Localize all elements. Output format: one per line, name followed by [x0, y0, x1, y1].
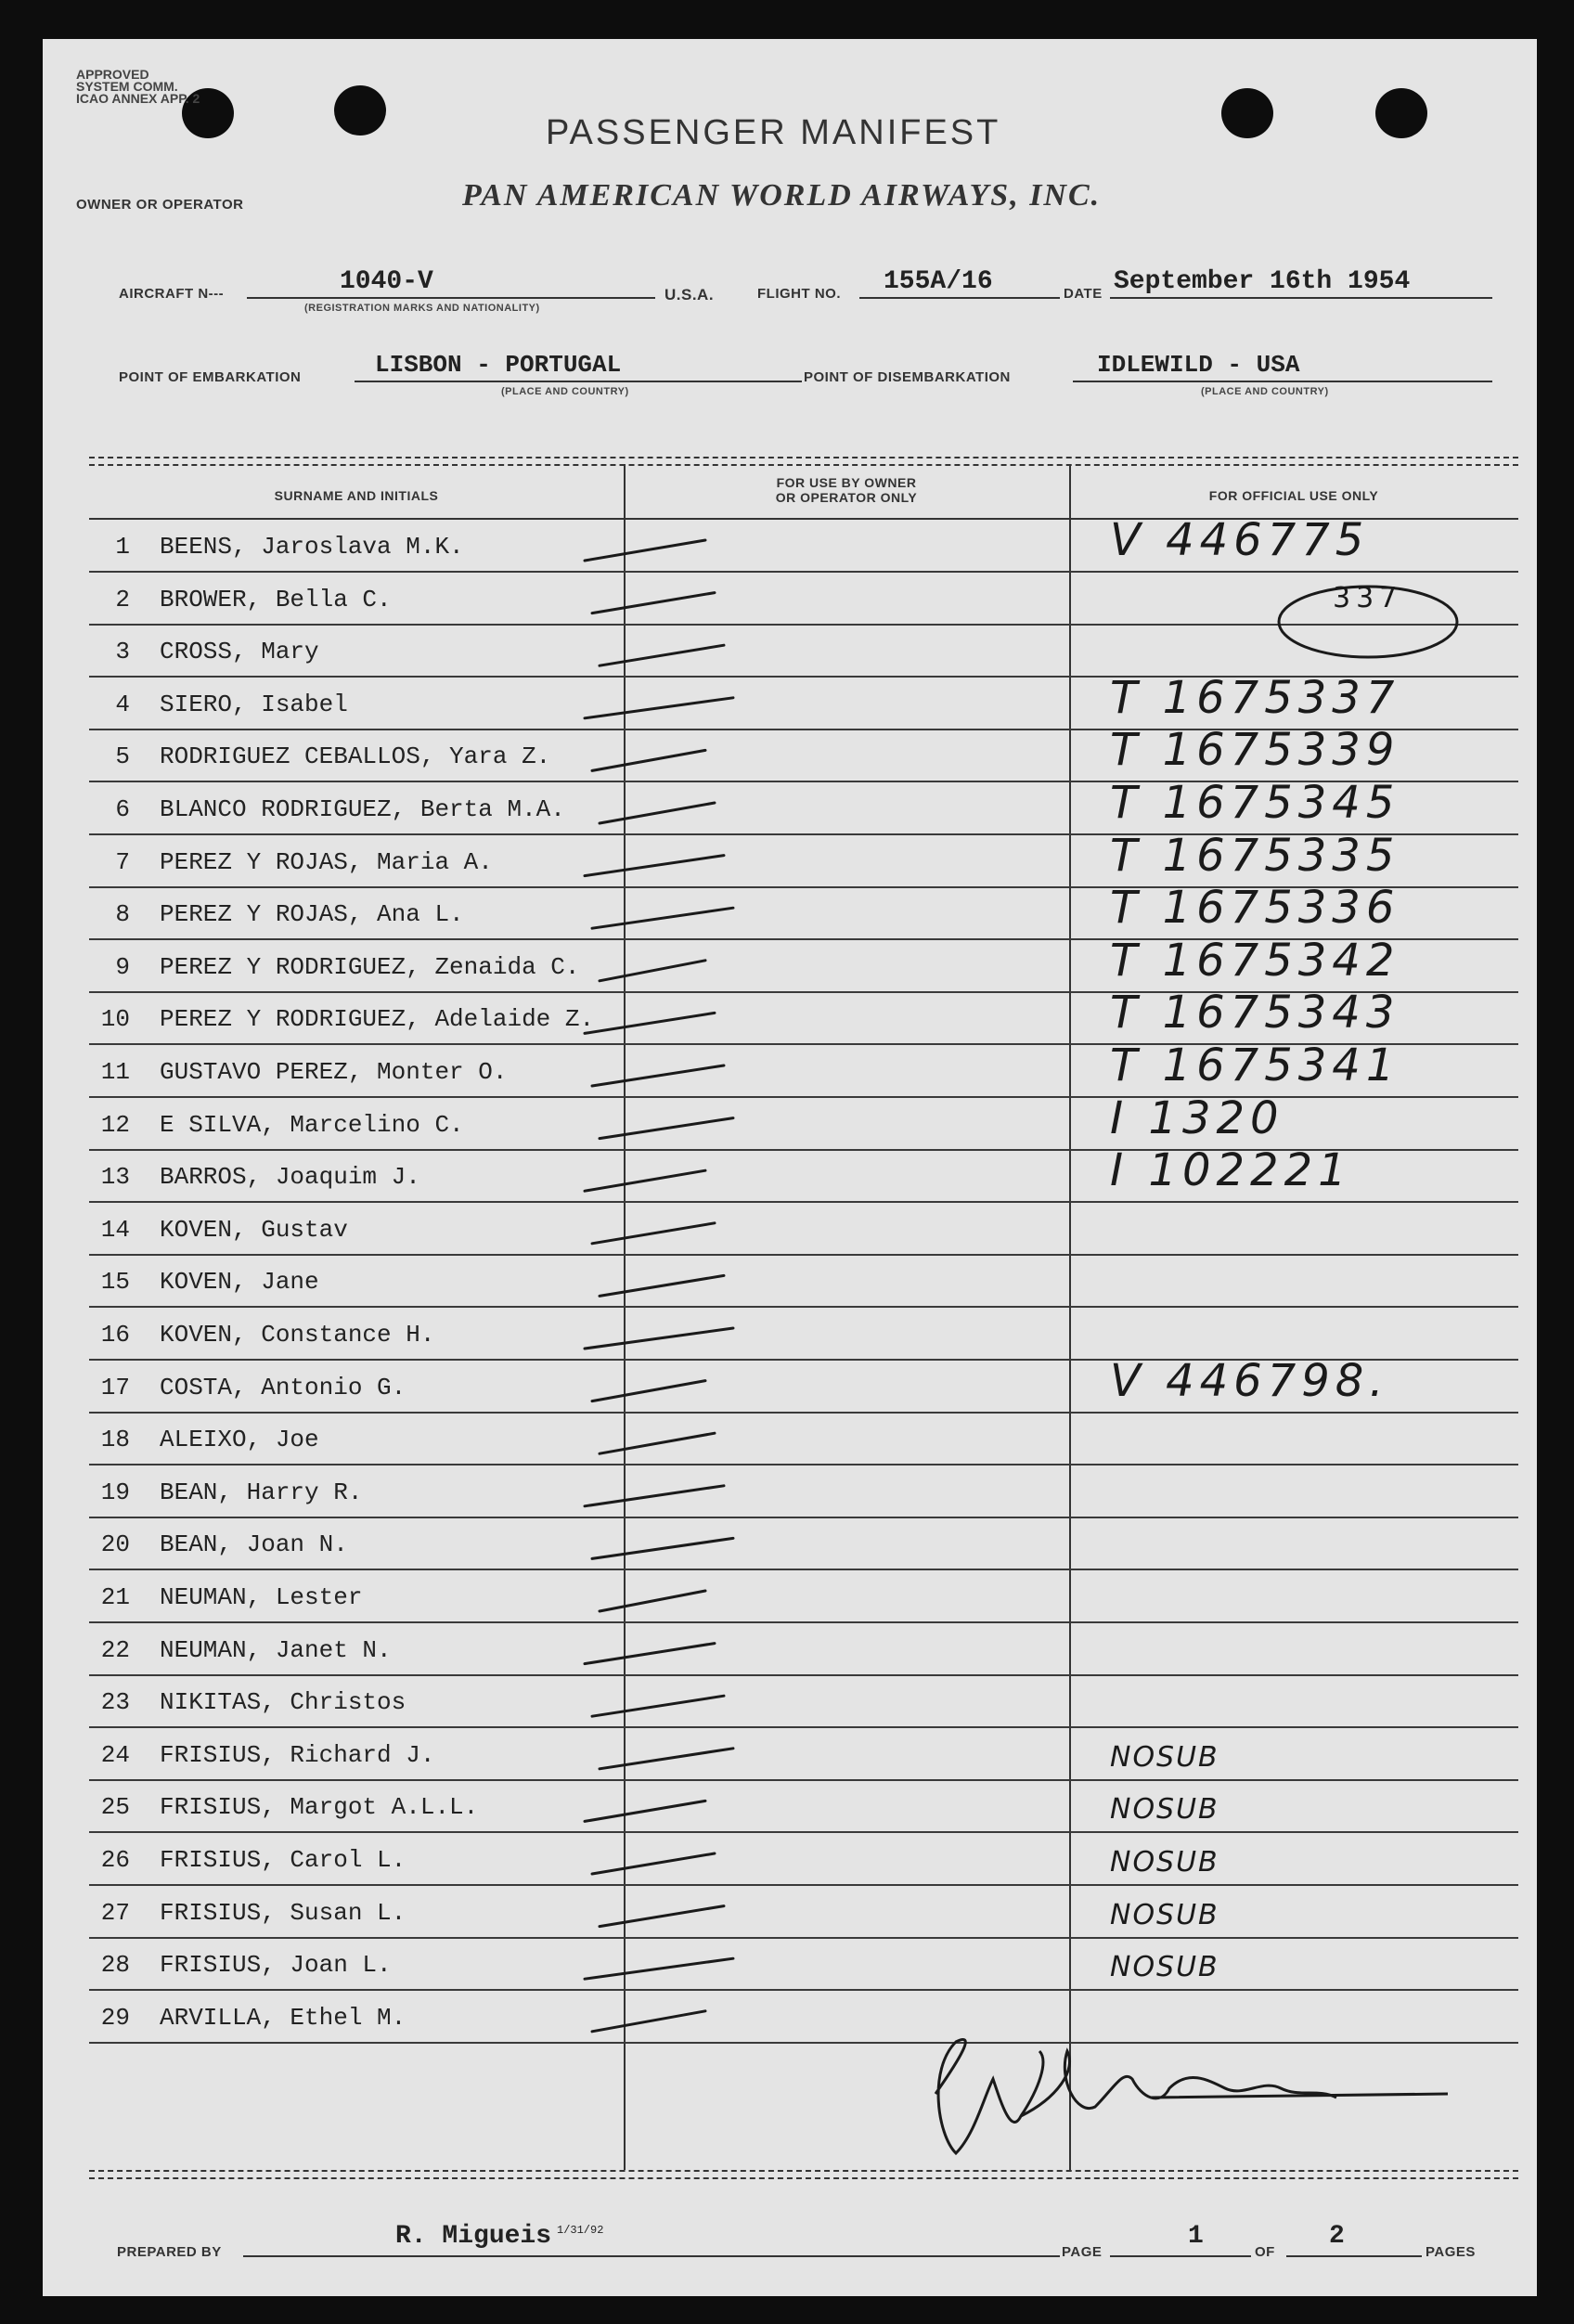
row-number: 10 [100, 1005, 130, 1034]
disembark-note: (PLACE AND COUNTRY) [1201, 386, 1329, 397]
check-stroke [600, 645, 724, 665]
official-entry: T 1675342 [1110, 934, 1400, 987]
row-number: 1 [115, 533, 130, 561]
row-number: 8 [115, 900, 130, 929]
passenger-name: FRISIUS, Susan L. [160, 1898, 406, 1927]
check-stroke [592, 750, 705, 770]
check-stroke [585, 1328, 733, 1349]
page-underline [1110, 2255, 1251, 2257]
row-number: 2 [115, 585, 130, 613]
passenger-name: FRISIUS, Richard J. [160, 1740, 435, 1769]
page-label: PAGE [1062, 2244, 1103, 2260]
official-entry: NOSUB [1110, 1846, 1219, 1879]
official-entry: T 1675343 [1110, 987, 1400, 1039]
prepared-underline [243, 2255, 1060, 2257]
check-stroke [592, 1853, 715, 1874]
row-number: 3 [115, 638, 130, 666]
check-stroke [600, 1118, 733, 1139]
passenger-name: BROWER, Bella C. [160, 585, 392, 613]
passenger-name: ARVILLA, Ethel M. [160, 2003, 406, 2032]
passenger-name: FRISIUS, Margot A.L.L. [160, 1793, 479, 1822]
check-stroke [592, 1065, 724, 1086]
date-value: September 16th 1954 [1114, 267, 1411, 296]
passenger-name: BEENS, Jaroslava M.K. [160, 533, 464, 561]
official-entry: V 446775 [1110, 514, 1370, 566]
of-label: OF [1255, 2244, 1275, 2260]
passenger-name: SIERO, Isabel [160, 690, 348, 718]
aircraft-value: 1040-V [340, 267, 433, 296]
disembark-value: IDLEWILD - USA [1097, 351, 1300, 379]
flight-value: 155A/16 [884, 267, 993, 296]
passenger-name: FRISIUS, Joan L. [160, 1951, 392, 1980]
passenger-name: NIKITAS, Christos [160, 1688, 406, 1717]
passenger-name: BLANCO RODRIGUEZ, Berta M.A. [160, 795, 565, 823]
check-stroke [600, 1433, 715, 1453]
aircraft-label: AIRCRAFT N--- [119, 286, 225, 302]
check-stroke [592, 593, 715, 613]
check-stroke [592, 908, 733, 928]
row-number: 24 [100, 1740, 130, 1769]
row-number: 17 [100, 1373, 130, 1401]
registration-note: (REGISTRATION MARKS AND NATIONALITY) [304, 303, 540, 314]
circled-number [1279, 587, 1457, 657]
check-stroke [585, 698, 733, 718]
check-stroke [592, 1223, 715, 1244]
official-entry: NOSUB [1110, 1740, 1219, 1774]
prepared-label: PREPARED BY [117, 2244, 222, 2260]
check-stroke [600, 961, 705, 981]
passenger-name: PEREZ Y RODRIGUEZ, Adelaide Z. [160, 1005, 595, 1034]
check-stroke [585, 540, 705, 561]
of-value: 2 [1329, 2222, 1345, 2251]
official-entry: T 1675339 [1110, 724, 1400, 777]
row-number: 25 [100, 1793, 130, 1822]
column-header-owner-use-line2: OR OPERATOR ONLY [775, 490, 918, 505]
check-stroke [592, 1538, 733, 1558]
passenger-name: COSTA, Antonio G. [160, 1373, 406, 1401]
row-number: 22 [100, 1635, 130, 1664]
row-number: 5 [115, 742, 130, 771]
signature [935, 2039, 1448, 2153]
passenger-name: NEUMAN, Lester [160, 1583, 363, 1611]
row-number: 9 [115, 952, 130, 981]
date-label: DATE [1064, 286, 1103, 302]
check-stroke [585, 1801, 705, 1821]
marginal-note: 1/31/92 [557, 2224, 604, 2237]
row-number: 6 [115, 795, 130, 823]
official-entry: I 1320 [1110, 1091, 1284, 1144]
official-entry: NOSUB [1110, 1898, 1219, 1931]
disembark-label: POINT OF DISEMBARKATION [804, 369, 1011, 385]
form-title: PASSENGER MANIFEST [546, 113, 1001, 152]
passenger-name: FRISIUS, Carol L. [160, 1846, 406, 1874]
prepared-value: R. Migueis [395, 2222, 552, 2251]
passenger-name: ALEIXO, Joe [160, 1426, 319, 1454]
row-number: 4 [115, 690, 130, 718]
check-stroke [600, 1906, 724, 1927]
check-stroke [600, 1591, 705, 1611]
embark-label: POINT OF EMBARKATION [119, 369, 302, 385]
official-entry: 337 [1333, 581, 1403, 614]
column-header-official-use: FOR OFFICIAL USE ONLY [1208, 488, 1379, 503]
of-underline [1286, 2255, 1422, 2257]
check-stroke [592, 1381, 705, 1401]
check-stroke [600, 803, 715, 823]
column-header-owner-use-line1: FOR USE BY OWNER [776, 475, 917, 490]
row-number: 12 [100, 1110, 130, 1139]
owner-label: OWNER OR OPERATOR [76, 197, 244, 213]
row-number: 29 [100, 2003, 130, 2032]
column-header-surname: SURNAME AND INITIALS [274, 488, 439, 503]
approval-line: SYSTEM COMM. [76, 79, 178, 94]
page-value: 1 [1188, 2222, 1204, 2251]
official-entry: V 446798. [1110, 1354, 1389, 1407]
row-number: 11 [100, 1058, 130, 1086]
official-entry: T 1675337 [1110, 671, 1400, 724]
row-number: 20 [100, 1530, 130, 1559]
passenger-name: PEREZ Y RODRIGUEZ, Zenaida C. [160, 952, 580, 981]
check-stroke [585, 1486, 724, 1506]
row-number: 27 [100, 1898, 130, 1927]
row-number: 14 [100, 1215, 130, 1244]
passenger-name: PEREZ Y ROJAS, Maria A. [160, 847, 493, 876]
check-stroke [585, 1170, 705, 1191]
passenger-name: KOVEN, Constance H. [160, 1321, 435, 1349]
official-entry: T 1675335 [1110, 829, 1400, 882]
approval-line: ICAO ANNEX APP. 2 [76, 91, 200, 106]
passenger-name: KOVEN, Gustav [160, 1215, 348, 1244]
official-entry: NOSUB [1110, 1793, 1219, 1827]
row-number: 13 [100, 1163, 130, 1192]
check-stroke [600, 1749, 733, 1769]
embark-value: LISBON - PORTUGAL [375, 351, 622, 379]
official-entry: T 1675345 [1110, 777, 1400, 829]
passenger-name: CROSS, Mary [160, 638, 319, 666]
row-number: 16 [100, 1321, 130, 1349]
passenger-name: PEREZ Y ROJAS, Ana L. [160, 900, 464, 929]
passenger-name: E SILVA, Marcelino C. [160, 1110, 464, 1139]
check-stroke [592, 1696, 724, 1716]
passenger-name: KOVEN, Jane [160, 1268, 319, 1297]
row-number: 21 [100, 1583, 130, 1611]
check-stroke [585, 1644, 715, 1664]
pages-label: PAGES [1426, 2244, 1476, 2260]
check-stroke [585, 1013, 715, 1033]
row-number: 7 [115, 847, 130, 876]
passenger-name: NEUMAN, Janet N. [160, 1635, 392, 1664]
official-entry: I 102221 [1110, 1144, 1352, 1197]
check-stroke [600, 1275, 724, 1296]
row-number: 15 [100, 1268, 130, 1297]
approval-line: APPROVED [76, 67, 149, 82]
official-entry: T 1675336 [1110, 882, 1400, 935]
row-number: 18 [100, 1426, 130, 1454]
official-entry: T 1675341 [1110, 1039, 1400, 1091]
flight-label: FLIGHT NO. [757, 286, 841, 302]
row-number: 19 [100, 1478, 130, 1506]
check-stroke [585, 1958, 733, 1979]
official-entry: NOSUB [1110, 1951, 1219, 1984]
row-number: 28 [100, 1951, 130, 1980]
passenger-name: GUSTAVO PEREZ, Monter O. [160, 1058, 508, 1086]
airline-name: PAN AMERICAN WORLD AIRWAYS, INC. [462, 178, 1102, 213]
check-stroke [592, 2011, 705, 2032]
passenger-name: BEAN, Joan N. [160, 1530, 348, 1559]
country-label: U.S.A. [664, 286, 715, 303]
check-stroke [585, 856, 724, 876]
row-number: 26 [100, 1846, 130, 1874]
passenger-name: BARROS, Joaquim J. [160, 1163, 420, 1192]
passenger-name: RODRIGUEZ CEBALLOS, Yara Z. [160, 742, 551, 771]
row-number: 23 [100, 1688, 130, 1717]
passenger-name: BEAN, Harry R. [160, 1478, 363, 1506]
embark-note: (PLACE AND COUNTRY) [501, 386, 629, 397]
